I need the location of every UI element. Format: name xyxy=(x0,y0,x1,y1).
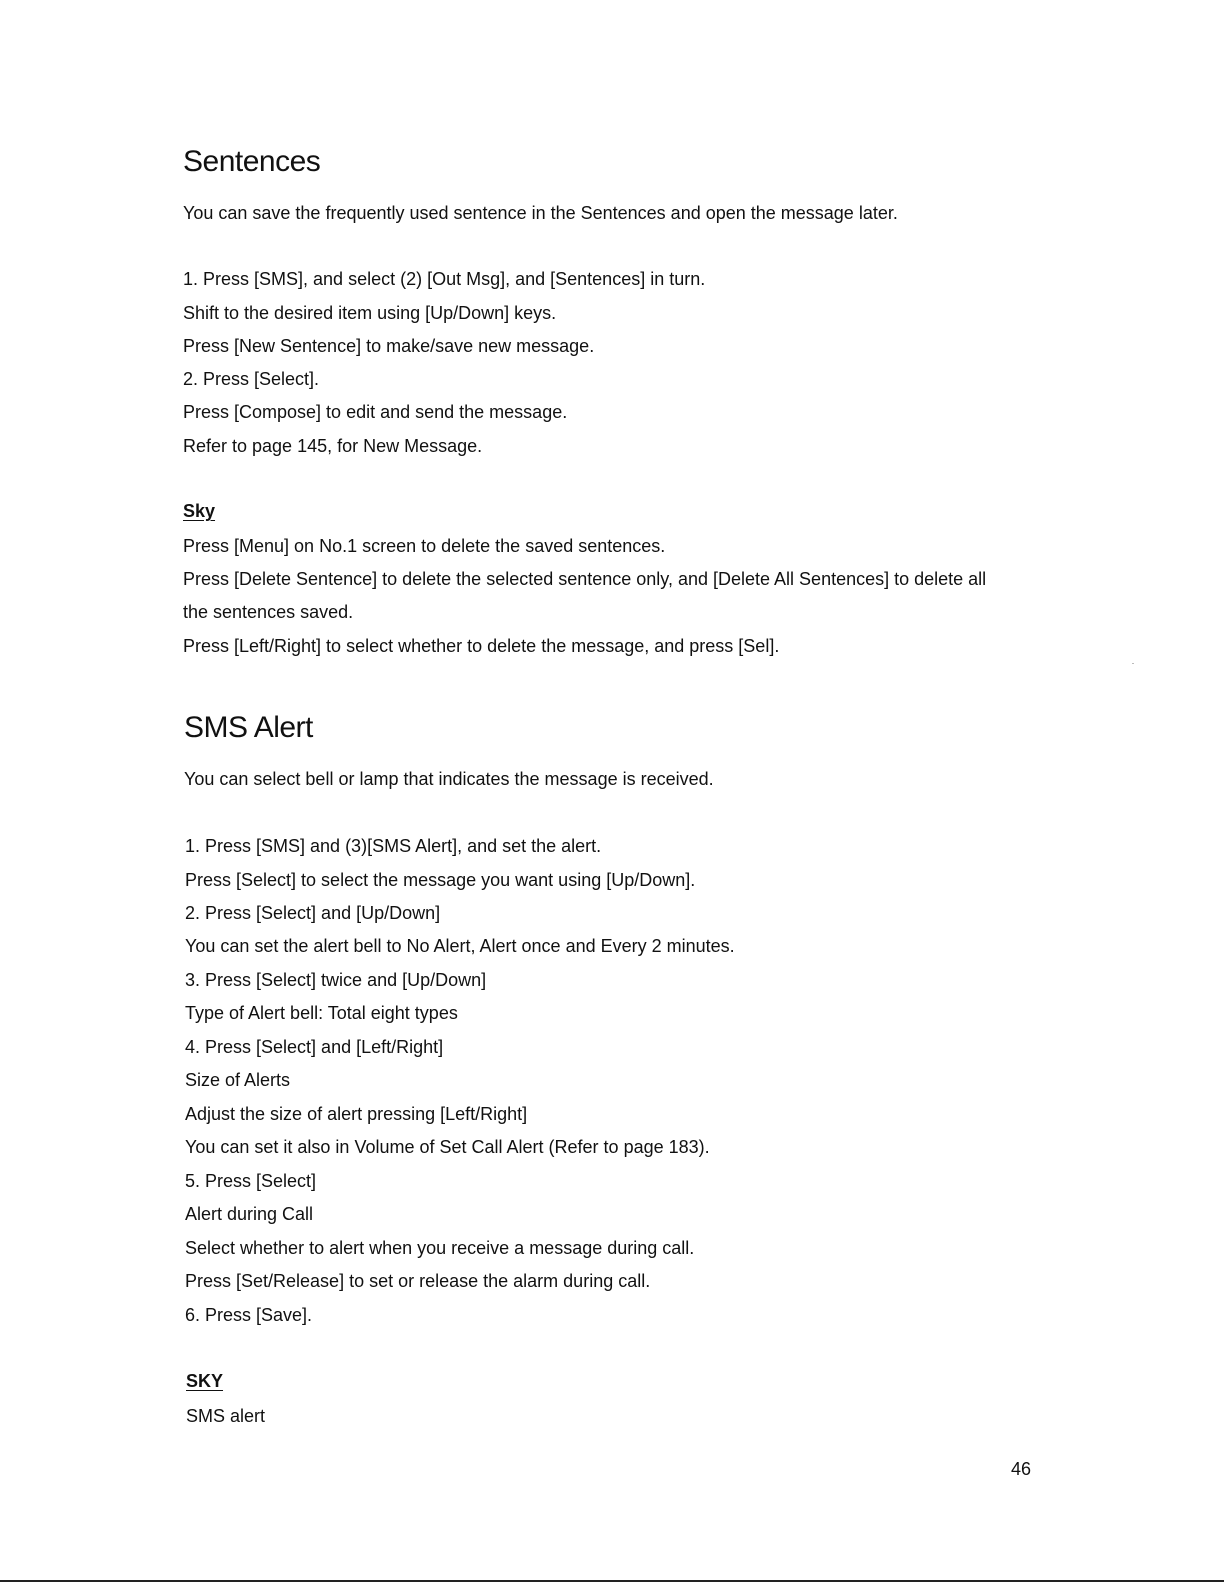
scan-speck xyxy=(1132,663,1134,664)
sentences-step: Press [Compose] to edit and send the message. xyxy=(183,402,568,422)
sentences-step: 1. Press [SMS], and select (2) [Out Msg], and [Sentences] in turn. xyxy=(183,269,706,289)
sentences-step: Shift to the desired item using [Up/Down] keys. xyxy=(183,303,557,323)
sms-alert-step: Press [Set/Release] to set or release the alarm during call. xyxy=(185,1271,651,1291)
sms-alert-step: Type of Alert bell: Total eight types xyxy=(185,1003,458,1023)
page-number: 46 xyxy=(1011,1459,1032,1479)
sentences-step: Press [New Sentence] to make/save new message. xyxy=(183,336,595,356)
sms-alert-step: 1. Press [SMS] and (3)[SMS Alert], and set the alert. xyxy=(185,836,602,856)
sentences-sky-line: Press [Left/Right] to select whether to delete the message, and press [Sel]. xyxy=(183,636,780,656)
sms-alert-step: Press [Select] to select the message you want using [Up/Down]. xyxy=(185,870,696,890)
sms-alert-sky-subheading: SKY xyxy=(186,1371,224,1391)
sentences-step: 2. Press [Select]. xyxy=(183,369,320,389)
sms-alert-step: You can set it also in Volume of Set Call Alert (Refer to page 183). xyxy=(185,1137,710,1157)
sentences-step: Refer to page 145, for New Message. xyxy=(183,436,483,456)
sentences-sky-subheading: Sky xyxy=(183,501,216,521)
sms-alert-step: Select whether to alert when you receive a message during call. xyxy=(185,1238,695,1258)
sms-alert-heading: SMS Alert xyxy=(184,711,313,744)
sms-alert-step: Adjust the size of alert pressing [Left/Right] xyxy=(185,1104,528,1124)
sms-alert-sky-line: SMS alert xyxy=(186,1406,266,1426)
sms-alert-step: You can set the alert bell to No Alert, Alert once and Every 2 minutes. xyxy=(185,936,735,956)
sms-alert-step: 6. Press [Save]. xyxy=(185,1305,313,1325)
sms-alert-step: 2. Press [Select] and [Up/Down] xyxy=(185,903,441,923)
sms-alert-step: 3. Press [Select] twice and [Up/Down] xyxy=(185,970,487,990)
sentences-intro: You can save the frequently used sentence in the Sentences and open the message later. xyxy=(183,203,898,223)
bottom-rule xyxy=(0,1580,1224,1582)
sentences-sky-line: Press [Menu] on No.1 screen to delete the saved sentences. xyxy=(183,536,666,556)
sms-alert-step: Size of Alerts xyxy=(185,1070,291,1090)
sms-alert-intro: You can select bell or lamp that indicates the message is received. xyxy=(184,769,714,789)
sms-alert-step: Alert during Call xyxy=(185,1204,314,1224)
sentences-sky-line: Press [Delete Sentence] to delete the selected sentence only, and [Delete All Sentences] to delete all xyxy=(183,569,987,589)
sentences-sky-line: the sentences saved. xyxy=(183,602,354,622)
sms-alert-step: 4. Press [Select] and [Left/Right] xyxy=(185,1037,444,1057)
sms-alert-step: 5. Press [Select] xyxy=(185,1171,317,1191)
sentences-heading: Sentences xyxy=(183,145,321,178)
